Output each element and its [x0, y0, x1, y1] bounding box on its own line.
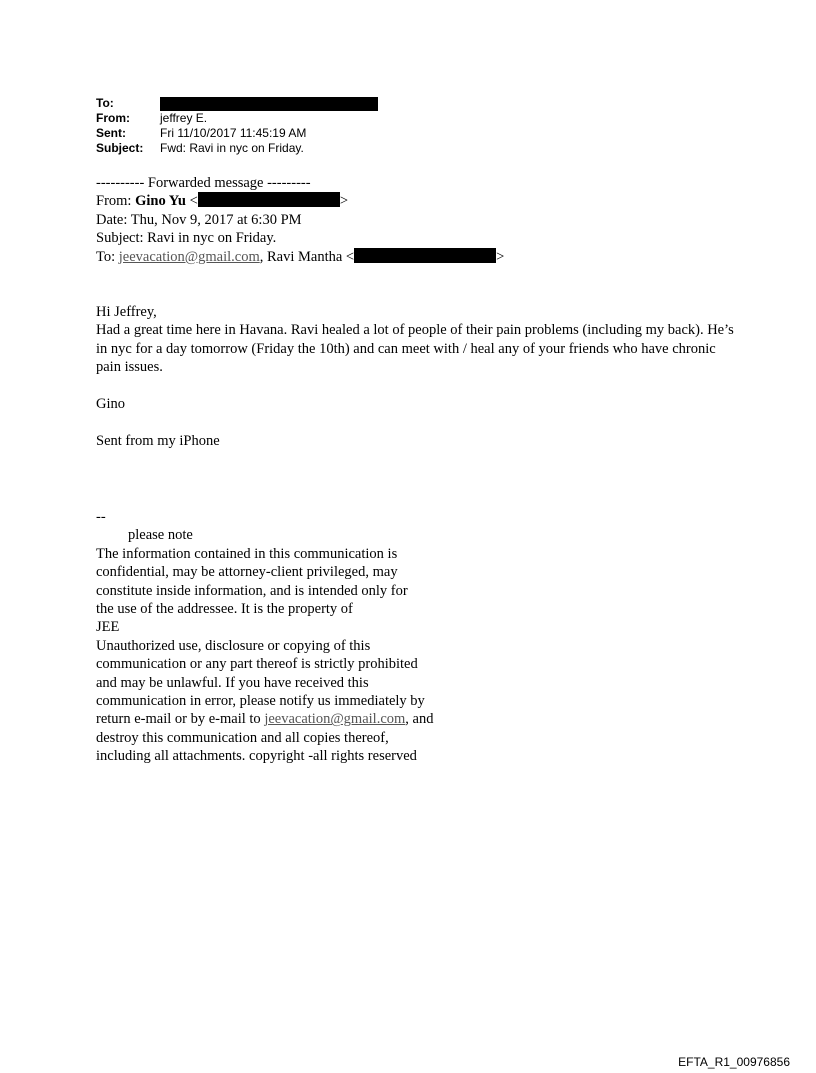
disclaimer-line: The information contained in this communication is: [96, 545, 398, 562]
message-paragraph: Had a great time here in Havana. Ravi healed a lot of people of their pain problems (including my back). He’s in nyc for a day tomorrow (Friday the 10th) and can meet with / heal any of your friends who have chronic pain issues.: [96, 322, 734, 376]
sent-from-line: Sent from my iPhone: [96, 432, 220, 449]
disclaimer-line: constitute inside information, and is intended only for: [96, 582, 408, 599]
disclaimer-line: JEE: [96, 619, 120, 636]
from-open-bracket: <: [186, 193, 198, 210]
to-close-bracket: >: [496, 248, 505, 265]
subject-label: Subject:: [96, 141, 144, 155]
from-label: From:: [96, 111, 130, 125]
sent-label: Sent:: [96, 126, 126, 140]
subject-value: Fwd: Ravi in nyc on Friday.: [160, 141, 304, 155]
to-label: To:: [96, 96, 114, 110]
forwarded-header: [96, 174, 504, 266]
sent-value: Fri 11/10/2017 11:45:19 AM: [160, 126, 307, 140]
greeting: Hi Jeffrey,: [96, 304, 157, 320]
email-header: [96, 96, 378, 156]
disclaimer-line: and may be unlawful. If you have received this: [96, 674, 369, 691]
disclaimer-line10-suffix: , and: [405, 711, 434, 728]
message-body: [96, 303, 736, 450]
disclaimer-line: confidential, may be attorney-client privileged, may: [96, 564, 398, 581]
disclaimer-block: [96, 508, 496, 766]
redacted-recipient: [160, 97, 378, 111]
disclaimer-line10-prefix: return e-mail or by e-mail to: [96, 711, 265, 728]
disclaimer-line: the use of the addressee. It is the property of: [96, 601, 353, 618]
forwarded-to-line: [96, 248, 504, 266]
disclaimer-email-link[interactable]: jeevacation@gmail.com: [264, 711, 406, 728]
disclaimer-line: [96, 710, 496, 728]
header-sent-row: [96, 126, 378, 141]
header-from-row: [96, 111, 378, 126]
disclaimer-line: communication or any part thereof is strictly prohibited: [96, 656, 418, 673]
signature-dashes: --: [96, 509, 106, 525]
forwarded-separator: ---------- Forwarded message ---------: [96, 175, 311, 191]
from-value: jeffrey E.: [160, 111, 208, 125]
redacted-ravi-email: [354, 248, 496, 263]
disclaimer-line: destroy this communication and all copies thereof,: [96, 729, 389, 746]
document-id: EFTA_R1_00976856: [678, 1055, 790, 1069]
recipient-email-link[interactable]: jeevacation@gmail.com: [118, 248, 260, 265]
redacted-sender-email: [198, 192, 340, 207]
signoff: Gino: [96, 396, 125, 413]
forwarded-from-line: [96, 192, 504, 210]
disclaimer-line: Unauthorized use, disclosure or copying of this: [96, 637, 371, 654]
forwarded-subject-line: Subject: Ravi in nyc on Friday.: [96, 230, 277, 247]
disclaimer-line: including all attachments. copyright -all rights reserved: [96, 748, 417, 765]
please-note: please note: [128, 527, 193, 544]
to-open-bracket: <: [345, 248, 355, 265]
disclaimer-line: communication in error, please notify us immediately by: [96, 693, 425, 710]
header-to-row: [96, 96, 378, 111]
forwarded-from-prefix: From:: [96, 193, 136, 210]
forwarded-to-separator: , Ravi Mantha: [259, 248, 346, 265]
header-subject-row: [96, 141, 378, 156]
forwarded-from-name: Gino Yu: [135, 193, 186, 210]
forwarded-to-prefix: To:: [96, 248, 119, 265]
from-close-bracket: >: [339, 193, 348, 210]
forwarded-date-line: Date: Thu, Nov 9, 2017 at 6:30 PM: [96, 211, 302, 228]
